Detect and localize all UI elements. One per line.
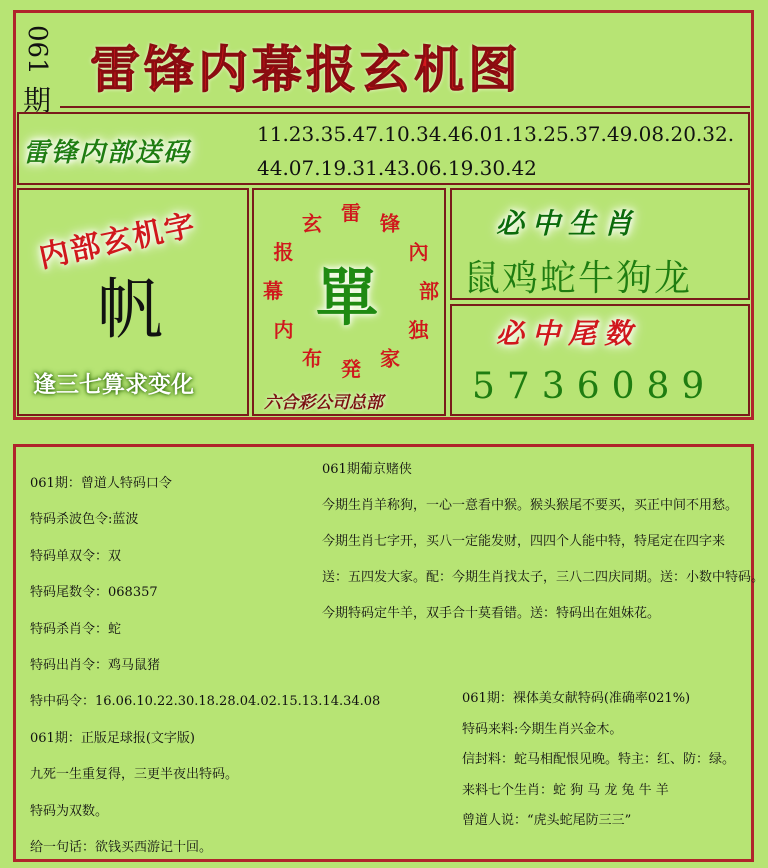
text-line: 特码出肖令：鸡马鼠猪: [30, 657, 161, 673]
panel-left: [17, 188, 249, 416]
text-line: 特码来料:今期生肖兴金木。: [462, 721, 623, 737]
text-line: 特码杀波色令:蓝波: [30, 512, 139, 528]
ring-char: 玄: [302, 211, 322, 236]
ring-char: 独: [408, 318, 429, 342]
ring-char: 报: [273, 240, 294, 264]
text-line: 特码尾数令：068357: [30, 585, 158, 601]
text-line: 今期生肖七字开，买八一定能发财，四四个人能中特，特尾定在四字来: [322, 534, 726, 549]
panel-center-char: 單: [316, 261, 379, 334]
numbers-line-1: 11.23.35.47.10.34.46.01.13.25.37.49.08.20.32.: [257, 122, 735, 146]
ring-char: 幕: [263, 279, 283, 303]
text-line: 九死一生重复得，三更半夜出特码。: [30, 767, 239, 783]
ring-char: 內: [408, 240, 429, 264]
text-line: 来料七个生肖：蛇 狗 马 龙 兔 牛 羊: [462, 782, 669, 798]
numbers-row: [17, 112, 750, 185]
numbers-row-label: 雷锋内部送码: [23, 138, 192, 168]
text-line: 曾道人说：“虎头蛇尾防三三”: [462, 813, 632, 828]
bottom-right-bottom-list: [462, 684, 752, 837]
ring-char: 家: [380, 346, 400, 371]
page-title: 雷锋内幕报玄机图: [90, 40, 522, 99]
header: [60, 16, 750, 108]
issue-number: 061: [22, 25, 52, 75]
text-line: 给一句话：欲钱买西游记十回。: [30, 839, 213, 855]
ring-char: 锋: [380, 211, 400, 236]
zodiac-title: 必中生肖: [496, 207, 641, 240]
panel-left-title: 内部玄机字: [35, 207, 200, 276]
bottom-right-top-list: [322, 452, 765, 632]
panel-center: [252, 188, 446, 416]
panel-zodiac: [450, 188, 750, 300]
ring-char: 布: [302, 346, 322, 371]
text-line: 信封料：蛇马相配恨见晚。特主：红、防：绿。: [462, 752, 736, 767]
ring-char: 部: [419, 279, 439, 303]
zodiac-values: 鼠鸡蛇牛狗龙: [464, 258, 693, 299]
panel-center-caption: 六合彩公司总部: [264, 393, 383, 413]
text-line: 特码为双数。: [30, 803, 109, 819]
panel-left-char: 帆: [97, 271, 163, 348]
text-line: 今期生肖羊称狗，一心一意看中猴。猴头猴尾不要买，买正中间不用愁。: [322, 498, 739, 513]
text-line: 特中码令：16.06.10.22.30.18.28.04.02.15.13.14.34.08: [30, 694, 381, 710]
panel-left-caption: 逢三七算求变化: [33, 371, 194, 398]
tail-title: 必中尾数: [496, 317, 641, 350]
text-line: 061期葡京赌侠: [322, 462, 412, 477]
issue-badge: [22, 14, 52, 117]
text-line: 061期：曾道人特码口令: [30, 476, 172, 491]
bottom-left-list: [30, 466, 381, 866]
ring-char: 発: [341, 357, 361, 381]
numbers-line-2: 44.07.19.31.43.06.19.30.42: [257, 156, 537, 180]
text-line: 今期特码定牛羊，双手合十莫看错。送：特码出在姐妹花。: [322, 606, 661, 621]
issue-suffix: 期: [22, 84, 51, 117]
panel-tail: [450, 304, 750, 416]
text-line: 送：五四发大家。配：今期生肖找太子，三八二四庆同期。送：小数中特码。: [322, 570, 765, 585]
text-line: 061期：裸体美女献特码(准确率021%): [462, 691, 691, 706]
tail-values: 5736089: [472, 366, 717, 407]
text-line: 特码单双令：双: [30, 548, 122, 564]
ring-char: 内: [273, 318, 294, 342]
text-line: 特码杀肖令：蛇: [30, 621, 122, 637]
text-line: 061期：正版足球报(文字版): [30, 730, 195, 746]
ring-char: 雷: [341, 201, 361, 225]
